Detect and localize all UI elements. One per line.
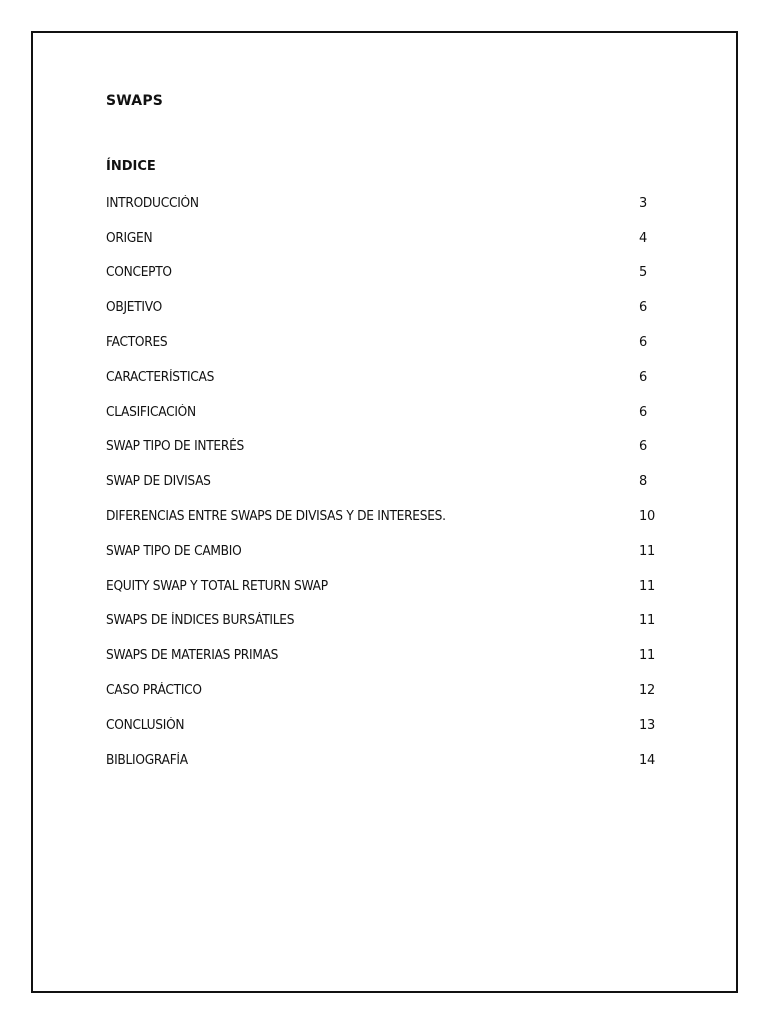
toc-entry-page: 11: [639, 578, 655, 594]
toc-entry-title: INTRODUCCIÓN: [106, 195, 199, 211]
toc-entry-page: 3: [639, 195, 647, 211]
toc-entry-page: 11: [639, 648, 655, 664]
toc-entry-page: 14: [639, 752, 655, 768]
toc-entry-title: FACTORES: [106, 335, 168, 351]
toc-entry-title: CONCLUSIÓN: [106, 717, 185, 733]
toc-entry-page: 12: [639, 683, 655, 699]
document-title: SWAPS: [106, 93, 164, 109]
toc-entry[interactable]: [106, 743, 666, 778]
toc-entry-title: CASO PRÁCTICO: [106, 683, 202, 699]
toc-entry[interactable]: [106, 325, 666, 360]
toc-entry-title: SWAP TIPO DE CAMBIO: [106, 543, 242, 559]
toc-entry[interactable]: [106, 499, 666, 534]
toc-entry[interactable]: [106, 673, 666, 708]
toc-entry-title: CLASIFICACIÓN: [106, 404, 196, 420]
toc-entry-page: 11: [639, 543, 655, 559]
toc-entry-title: OBJETIVO: [106, 300, 162, 316]
toc-entry-title: SWAP DE DIVISAS: [106, 474, 211, 490]
toc-entry-title: CARACTERÍSTICAS: [106, 369, 215, 385]
toc-entry-title: ORIGEN: [106, 230, 153, 246]
toc-entry-page: 10: [639, 509, 655, 525]
toc-entry-title: SWAPS DE ÍNDICES BURSÁTILES: [106, 613, 295, 629]
toc-entry[interactable]: [106, 221, 666, 256]
toc-entry-page: 6: [639, 300, 647, 316]
toc-entry[interactable]: [106, 638, 666, 673]
toc-entry-page: 13: [639, 717, 655, 733]
toc-entry-title: DIFERENCIAS ENTRE SWAPS DE DIVISAS Y DE INTERESES.: [106, 509, 446, 525]
toc-entry[interactable]: [106, 360, 666, 395]
toc-entry[interactable]: [106, 430, 666, 465]
toc-entry-title: CONCEPTO: [106, 265, 172, 281]
toc-entry-page: 6: [639, 369, 647, 385]
toc-heading: ÍNDICE: [106, 159, 156, 174]
toc-entry[interactable]: [106, 186, 666, 221]
toc-entry[interactable]: [106, 464, 666, 499]
toc-entry-page: 11: [639, 613, 655, 629]
toc-entry[interactable]: [106, 569, 666, 604]
table-of-contents: [106, 186, 666, 778]
toc-entry-page: 4: [639, 230, 647, 246]
toc-entry[interactable]: [106, 708, 666, 743]
toc-entry-title: EQUITY SWAP Y TOTAL RETURN SWAP: [106, 578, 328, 594]
toc-entry-page: 5: [639, 265, 647, 281]
toc-entry-page: 8: [639, 474, 647, 490]
toc-entry-title: SWAP TIPO DE INTERÉS: [106, 439, 245, 455]
toc-entry[interactable]: [106, 395, 666, 430]
toc-entry[interactable]: [106, 534, 666, 569]
toc-entry[interactable]: [106, 256, 666, 291]
toc-entry-page: 6: [639, 404, 647, 420]
toc-entry-page: 6: [639, 439, 647, 455]
toc-entry[interactable]: [106, 290, 666, 325]
toc-entry-title: BIBLIOGRAFÍA: [106, 752, 188, 768]
toc-entry[interactable]: [106, 604, 666, 639]
toc-entry-page: 6: [639, 335, 647, 351]
toc-entry-title: SWAPS DE MATERIAS PRIMAS: [106, 648, 279, 664]
